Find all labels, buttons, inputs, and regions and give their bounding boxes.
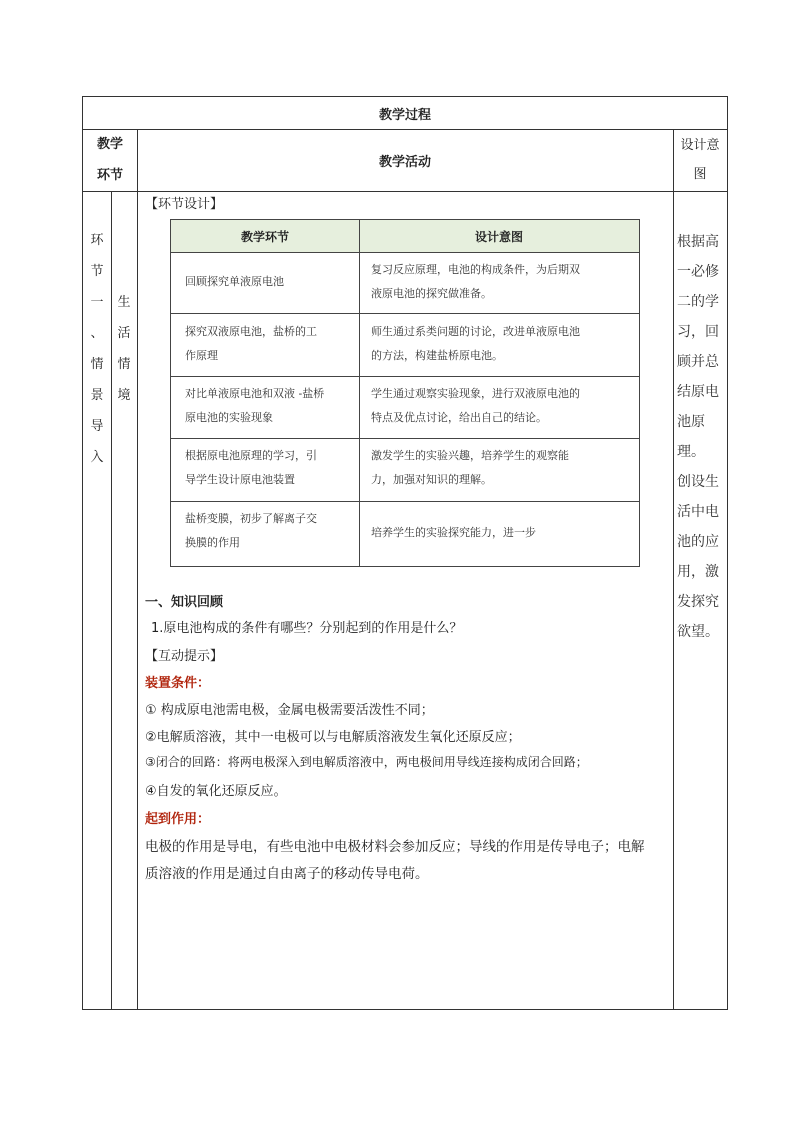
- design-intent-line: 的方法，构建盐桥原电池。: [371, 349, 503, 362]
- design-step: [185, 270, 284, 294]
- stage-char: 景: [90, 388, 104, 403]
- header-stage-line1: 教学: [96, 137, 123, 152]
- intent-line: 一必修: [677, 264, 719, 280]
- design-intent-line: 液原电池的探究做准备。: [371, 287, 492, 300]
- intent-line: 顾并总: [677, 354, 719, 370]
- design-intent-line: 复习反应原理，电池的构成条件，为后期双: [371, 263, 580, 276]
- design-col-step: 教学环节: [240, 229, 289, 244]
- condition-item: ① 构成原电池需电极，金属电极需要活泼性不同；: [145, 703, 434, 718]
- function-label: 起到作用：: [145, 812, 211, 827]
- design-row-divider: [171, 438, 639, 439]
- design-intent: [371, 320, 580, 368]
- intent-line: 习，回: [677, 324, 719, 340]
- design-col-divider: [359, 220, 360, 566]
- intent-line: 活中电: [677, 504, 719, 520]
- header-intent-line1: 设计意: [680, 138, 720, 153]
- design-intent-line: 学生通过观察实验现象，进行双液原电池的: [371, 387, 580, 400]
- review-heading: 一、知识回顾: [145, 595, 224, 610]
- hint-label: 【互动提示】: [145, 649, 224, 664]
- intent-line: 根据高: [677, 234, 719, 250]
- design-step-line: 对比单液原电池和双液 -盐桥: [185, 387, 325, 400]
- sub-stage-char: 境: [117, 388, 131, 403]
- table-title: 教学过程: [378, 107, 431, 123]
- design-intent: [371, 258, 580, 306]
- header-divider: [83, 191, 727, 192]
- design-col-intent: 设计意图: [474, 229, 523, 244]
- design-intent-line: 师生通过系类问题的讨论，改进单液原电池: [371, 325, 580, 338]
- intent-line: 理。: [677, 444, 705, 460]
- design-intent: [371, 521, 536, 545]
- design-step: [185, 444, 317, 492]
- header-intent: [673, 129, 727, 191]
- design-intent: [371, 382, 580, 430]
- col-divider-2: [673, 129, 674, 1009]
- condition-item: ②电解质溶液，其中一电极可以与电解质溶液发生氧化还原反应；: [145, 730, 521, 745]
- col-divider-1: [137, 129, 138, 1009]
- header-activity: 教学活动: [378, 154, 431, 170]
- sub-stage-label: [112, 287, 136, 411]
- design-section-label: 【环节设计】: [145, 197, 224, 212]
- intent-line: 二的学: [677, 294, 719, 310]
- design-step-line: 原电池的实验现象: [185, 411, 273, 424]
- design-intent-line: 培养学生的实验探究能力，进一步: [371, 526, 536, 539]
- stage-char: 一: [90, 295, 104, 310]
- header-intent-line2: 图: [693, 167, 707, 182]
- stage-char: 节: [90, 264, 104, 279]
- design-step-line: 回顾探究单液原电池: [185, 275, 284, 288]
- design-intent-line: 特点及优点讨论，给出自己的结论。: [371, 411, 547, 424]
- stage-label: [85, 225, 109, 473]
- intent-line: 池的应: [677, 534, 719, 550]
- design-step-line: 导学生设计原电池装置: [185, 473, 295, 486]
- intent-line: 结原电: [677, 384, 719, 400]
- conditions-label: 装置条件：: [145, 676, 211, 691]
- design-row-divider: [171, 501, 639, 502]
- design-step-line: 作原理: [185, 349, 218, 362]
- design-step: [185, 320, 317, 368]
- design-intent-column: [677, 227, 725, 647]
- intent-line: 用，激: [677, 564, 719, 580]
- stage-char: 导: [90, 419, 104, 434]
- stage-char: 情: [90, 357, 104, 372]
- sub-stage-char: 生: [117, 295, 131, 310]
- function-line: 质溶液的作用是通过自由离子的移动传导电荷。: [145, 866, 429, 882]
- stage-char: 环: [90, 233, 104, 248]
- design-step: [185, 382, 324, 430]
- design-step-line: 探究双液原电池，盐桥的工: [185, 325, 317, 338]
- design-step-line: 根据原电池原理的学习，引: [185, 449, 317, 462]
- condition-item: ③闭合的回路：将两电极深入到电解质溶液中，两电极间用导线连接构成闭合回路；: [145, 755, 588, 769]
- design-intent: [371, 444, 569, 492]
- intent-line: 欲望。: [677, 624, 719, 640]
- design-intent-line: 激发学生的实验兴趣，培养学生的观察能: [371, 449, 569, 462]
- intent-line: 创设生: [677, 474, 719, 490]
- design-step: [185, 507, 317, 555]
- stage-char: 入: [90, 450, 104, 465]
- function-line: 电极的作用是导电，有些电池中电极材料会参加反应；导线的作用是传导电子；电解: [145, 839, 645, 855]
- header-stage: [83, 129, 137, 191]
- condition-item: ④自发的氧化还原反应。: [145, 784, 287, 799]
- design-row-divider: [171, 313, 639, 314]
- sub-stage-char: 情: [117, 357, 131, 372]
- design-intent-line: 力，加强对知识的理解。: [371, 473, 492, 486]
- intent-line: 发探究: [677, 594, 719, 610]
- design-table: [170, 219, 640, 567]
- sub-stage-char: 活: [117, 326, 131, 341]
- teaching-process-table: [82, 96, 728, 1010]
- design-step-line: 换膜的作用: [185, 536, 240, 549]
- intent-line: 池原: [677, 414, 705, 430]
- design-row-divider: [171, 252, 639, 253]
- review-question: 1.原电池构成的条件有哪些？分别起到的作用是什么？: [151, 621, 463, 636]
- design-step-line: 盐桥变膜，初步了解离子交: [185, 512, 317, 525]
- design-row-divider: [171, 376, 639, 377]
- header-stage-line2: 环节: [96, 168, 123, 183]
- stage-char: 、: [90, 326, 104, 341]
